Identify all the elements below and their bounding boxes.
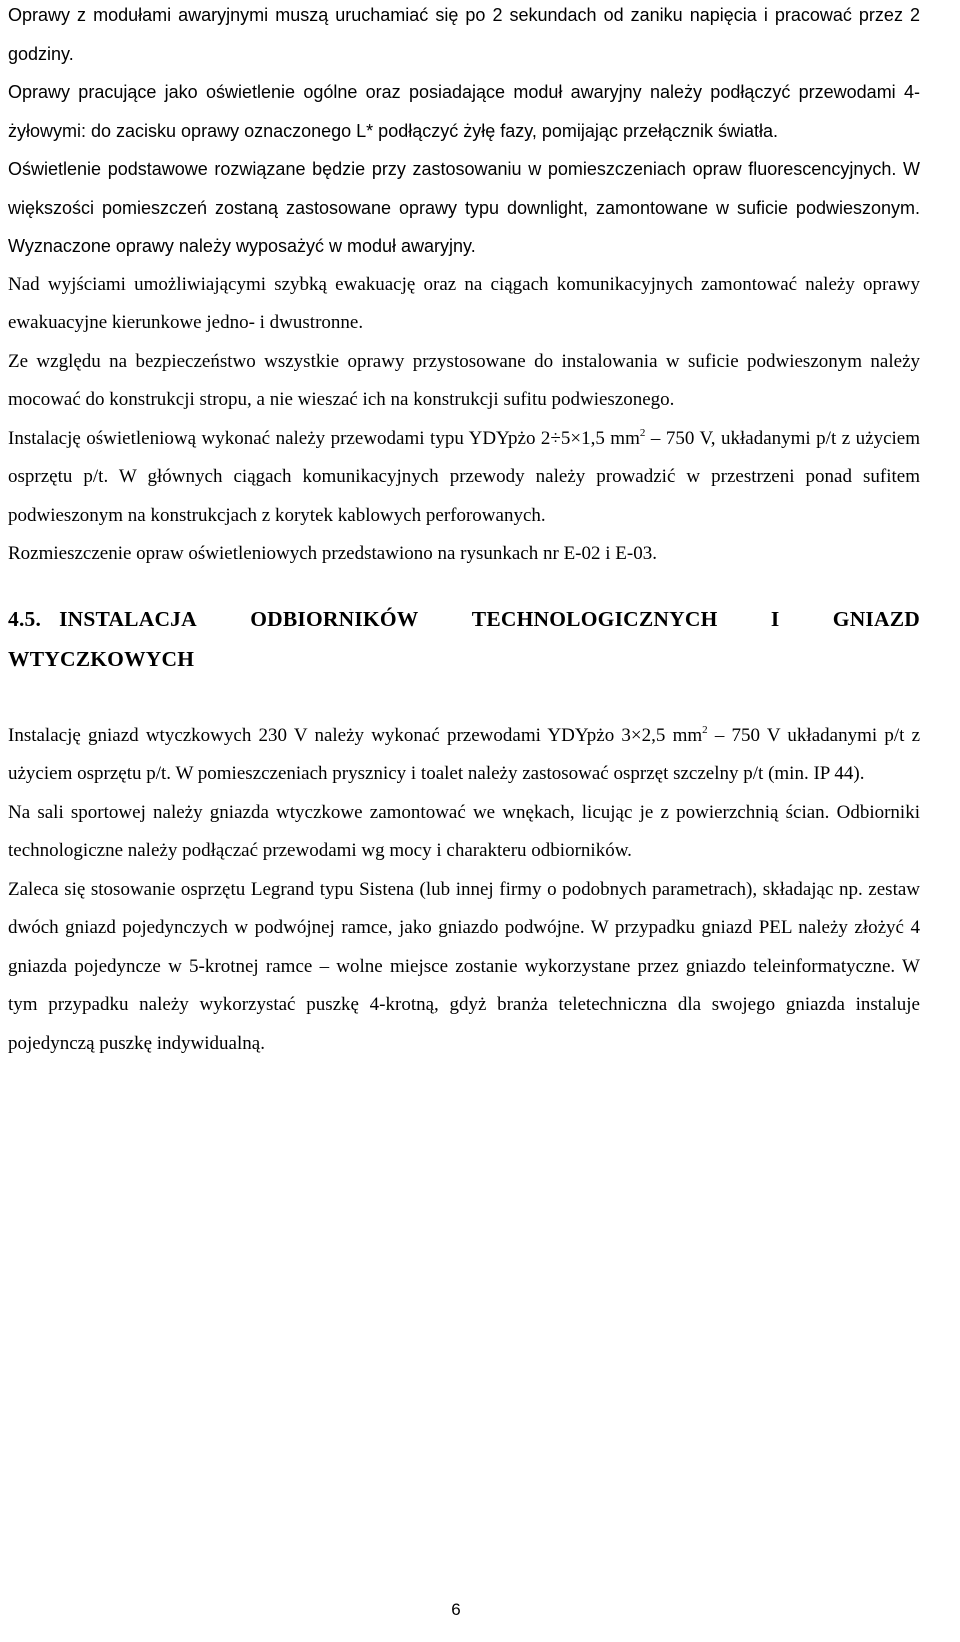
page-number: 6 <box>451 1600 461 1619</box>
paragraph-sports-hall-sockets: Na sali sportowej należy gniazda wtyczkowe zamontować we wnękach, licując je z powierzchnią ścian. Odbiorniki technologiczne należy podłączać przewodami wg mocy i charakteru odbiorników. <box>8 801 920 861</box>
cable-spec-continuation: – 750 V, układanymi p/t z użyciem osprzętu p/t. W głównych ciągach komunikacyjnych przewody należy prowadzić w przestrzeni ponad sufitem podwieszonym na konstrukcjach z korytek kablowych perforowanych. <box>8 427 920 526</box>
paragraph-legrand-sistena: Zaleca się stosowanie osprzętu Legrand typu Sistena (lub innej firmy o podobnych parametrach), składając np. zestaw dwóch gniazd pojedynczych w podwójnej ramce, jako gniazdo podwójne. W przypadku gniazd PEL należy złożyć 4 gniazda pojedyncze w 5-krotnej ramce – wolne miejsce zostanie wykorzystane przez gniazdo teleinformatyczne. W tym przypadku należy wykorzystać puszkę 4-krotną, gdyż branża teletechniczna dla swojego gniazda instaluje pojedynczą puszkę indywidualną. <box>8 878 920 1054</box>
paragraph-emergency-modules: Oprawy z modułami awaryjnymi muszą uruchamiać się po 2 sekundach od zaniku napięcia i pracować przez 2 godziny. <box>8 5 920 64</box>
section-title-line2: WTYCZKOWYCH <box>8 646 195 671</box>
paragraph-basic-lighting: Oświetlenie podstawowe rozwiązane będzie przy zastosowaniu w pomieszczeniach opraw fluorescencyjnych. W większości pomieszczeń zostaną zastosowane oprawy typu downlight, zamontowane w suficie podwieszonym. Wyznaczone oprawy należy wyposażyć w moduł awaryjny. <box>8 159 920 256</box>
paragraph-drawing-reference: Rozmieszczenie opraw oświetleniowych przedstawiono na rysunkach nr E-02 i E-03. <box>8 543 657 564</box>
socket-cable-continuation: – 750 V układanymi p/t z użyciem osprzętu p/t. W pomieszczeniach prysznicy i toalet należy zastosować osprzęt szczelny p/t (min. IP 44). <box>8 724 921 784</box>
section-title-word: ODBIORNIKÓW <box>250 606 419 631</box>
section-heading <box>8 599 920 679</box>
section-title-word: GNIAZD <box>832 606 920 631</box>
paragraph-lighting-cables <box>8 420 920 536</box>
section-title-word: I <box>770 606 780 631</box>
cable-spec-text: Instalację oświetleniową wykonać należy przewodami typu YDYpżo 2÷5×1,5 mm <box>8 427 640 449</box>
paragraph-evacuation-lighting: Nad wyjściami umożliwiającymi szybką ewakuację oraz na ciągach komunikacyjnych zamontować należy oprawy ewakuacyjne kierunkowe jedno- i dwustronne. <box>8 273 920 333</box>
section-number: 4.5. INSTALACJA <box>8 606 197 631</box>
paragraph-wiring-4-core: Oprawy pracujące jako oświetlenie ogólne oraz posiadające moduł awaryjny należy podłączyć przewodami 4-żyłowymi: do zacisku oprawy oznaczonego L* podłączyć żyłę fazy, pomijając przełącznik światła. <box>8 82 920 141</box>
paragraph-mounting-safety: Ze względu na bezpieczeństwo wszystkie oprawy przystosowane do instalowania w suficie podwieszonym należy mocować do konstrukcji stropu, a nie wieszać ich na konstrukcji sufitu podwieszonego. <box>8 350 920 410</box>
socket-cable-text: Instalację gniazd wtyczkowych 230 V należy wykonać przewodami YDYpżo 3×2,5 mm <box>8 724 703 746</box>
superscript-2: 2 <box>702 723 708 736</box>
paragraph-socket-installation <box>8 717 920 794</box>
superscript-2: 2 <box>639 426 646 439</box>
section-title-word: TECHNOLOGICZNYCH <box>471 606 718 631</box>
